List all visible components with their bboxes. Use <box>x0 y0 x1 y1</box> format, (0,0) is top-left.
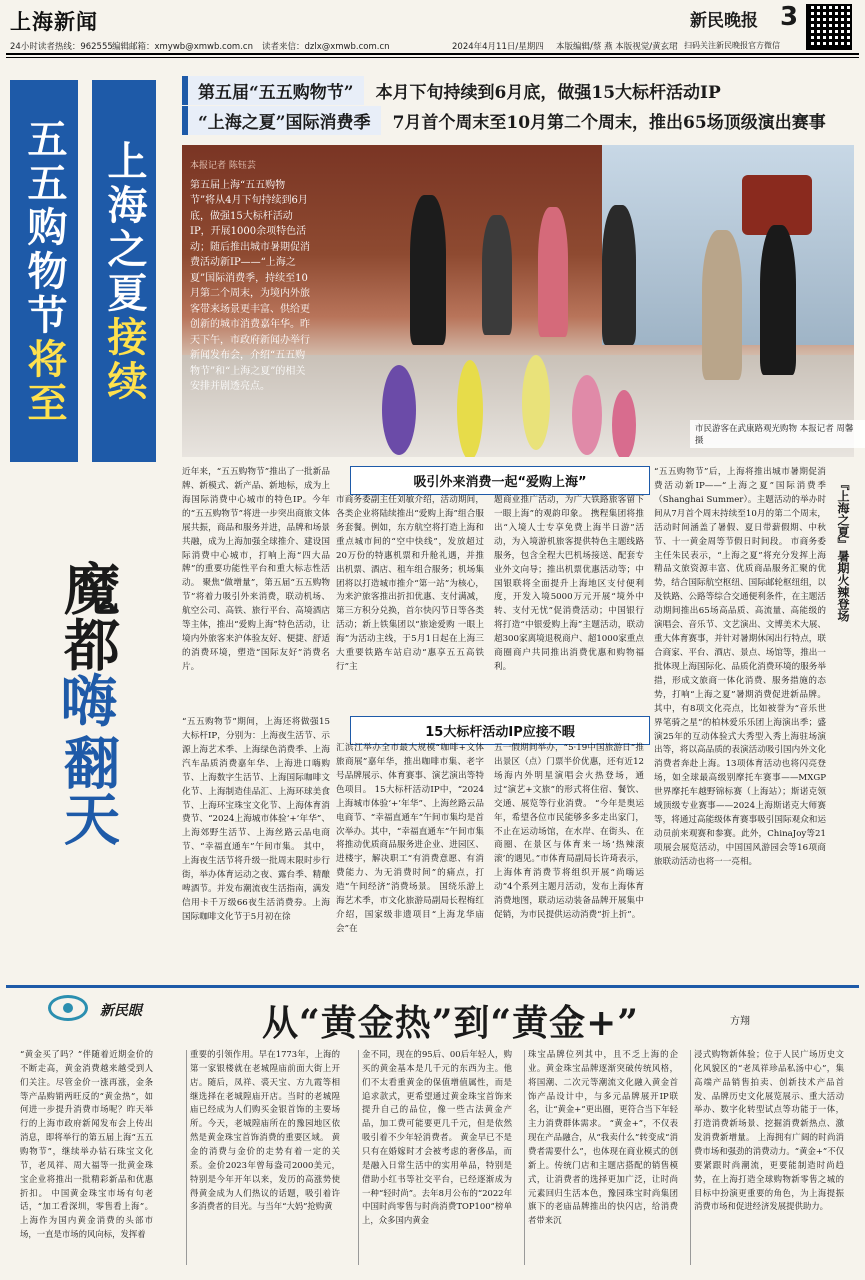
photo-flower <box>457 360 483 457</box>
slogan-line-2: 嗨 <box>61 670 117 735</box>
column-divider <box>690 1050 691 1265</box>
photo-flower <box>382 365 416 455</box>
subhead-1: 吸引外来消费一起“爱购上海” <box>350 466 650 495</box>
paper-logo: 新民晚报 <box>690 11 758 31</box>
right-vertical-title: 『上海之夏』暑期火辣登场 <box>836 478 850 622</box>
follow-prompt: 扫码关注新民晚报官方微信 <box>684 41 780 50</box>
photo-person <box>482 215 512 335</box>
article-col-6: 汇滨江举办全市最大规模“咖啡+文体旅商展”嘉年华，推出咖啡市集、老字号品牌展示、体育赛事、演艺演出等特色项目。 15大标杆活动IP中，“2024上海城市体验‘+’年华”、上海丝路云品电商节、“幸福直通车”午间市集均是首次举办。其中，“幸福直通车”午间市集将推动优质商品服务进企业、进园区、进楼宇，解决职工“有消费意愿、有消费能力、为无消费时间”的痛点，打造“午间经济”消费场景。 国绕乐游上海艺术季，市文化旅游局副局长程梅红介绍，国家级非遗项目“上海龙华庙会”在 <box>336 743 484 934</box>
hotline: 24小时读者热线：962555 <box>10 42 113 52</box>
photo-person <box>760 225 796 375</box>
article-col-5: “五五购物节”期间，上海还将做强15大标杆IP，分别为：上海夜生活节、示源上海艺术季、上海绿色消费季、上海汽车品质消费嘉年华、上海进口嗨购节、上海数字生活节、上海国际咖啡文化节、上海制造佳品汇、上海环球美食节、上海环宝珠宝文化节、上海体育消费节、“2024上海城市体验‘+’年华”、上海郊野生活节、上海丝路云品电商节、“幸福直通车”午间市集。 其中，上海夜生活节将升级一批周末限时步行街，举办体育运动之夜、露台季、精酿啤酒节。并发布潮流夜生活指南，满发信用卡千万级66夜生活消费券。上海国际咖啡文化节于5月初在徐 <box>182 717 330 922</box>
side-title-left: 五五购物节 <box>21 118 68 338</box>
headline-row-1 <box>182 76 721 105</box>
side-title-right: 上海之夏 <box>101 140 148 316</box>
photo-flower <box>612 390 636 457</box>
slogan-line-3: 翻天 <box>55 734 120 846</box>
photo-person <box>538 207 568 337</box>
side-title-right-hl: 接续 <box>101 316 148 404</box>
article-col-3: 题商业推广活动，为广大铁路旅客留下一眼上海”的观韵印象。 携程集团将推出“入境人士专享免费上海半日游”活动，为入境游机旅客提供特色主题线路服务，包含全程大巴机场接送、配套专业外文向导；推出机票优惠活动等；中国银联将全面提升上海地区支付便利度，开发入境5000万元开展“境外中转、支付无忧”促消费活动；中国银行将打造“中银爱购上海”主题活动，联动超300家离境退税商户、超1000家重点商圈商户共同推出消费优惠和购物福利。 <box>494 495 644 673</box>
headline-row-2 <box>182 106 826 135</box>
opinion-col-3: 金不同，现在的95后、00后年轻人，购买的黄金基本是几千元的东西为主。他们不太看重黄金的保值增值属性，而是追求款式，更希望通过黄金珠宝首饰来提升自己的品位，像一些古法黄金产品，加工费可能要更几千元，但是依然吸引着不少年轻消费者。 黄金早已不是只有在婚嫁时才会被考虑的奢侈品，而是融入日常生活中的实用单品，特别是借助小红书等社交平台，已经逐渐成为一种“轻时尚”。去年8月公布的“2022年中国时尚零售与时尚消费TOP100”榜单上，众多国内黄金 <box>362 1049 512 1226</box>
side-title-left-hl: 将至 <box>21 338 68 426</box>
issue-date: 2024年4月11日/星期四 <box>452 42 544 52</box>
column-divider <box>524 1050 525 1265</box>
section-title: 上海新闻 <box>10 10 98 34</box>
photo-person <box>410 195 446 345</box>
staff-credits: 本版编辑/蔡 燕 本版视觉/黄玄珺 <box>556 42 678 52</box>
headline-tag-2: “上海之夏”国际消费季 <box>182 106 381 135</box>
headline-tag-1: 第五届“五五购物节” <box>182 76 364 105</box>
column-divider <box>358 1050 359 1265</box>
lead-text: 第五届上海“五五购物节”将从4月下旬持续到6月底，做强15大标杆活动IP，开展1000余项特色活动；随后推出城市暑期促消费活动新IP——“上海之夏”国际消费季，持续至10月第二个周末，为境内外旅客带来场景更丰富、供给更创新的城市消费嘉年华。昨天下午，市政府新闻办举行新闻发布会，介绍“五五购物节”和“上海之夏”的相关安排并剧透亮点。 <box>190 179 310 393</box>
page-number: 3 <box>780 2 799 32</box>
opinion-author: 方翔 <box>730 1016 750 1027</box>
eye-icon <box>48 995 88 1021</box>
opinion-col-2: 重要的引领作用。早在1773年，上海的第一家银楼就在老城隍庙前面大街上开店。随后，凤祥、裘天宝、方九霞等相继选择在老城隍庙开店。当时的老城隍庙已经成为人们购买金银首饰的主要场所。今天，老城隍庙所在的豫园地区依然是黄金珠宝首饰消费的重要区域。 黄金的消费与金价的走势有着一定的关系。金价2023年曾每盎司2000美元，特别是今年开年以来，发历的高涨势使得黄金成为人们热议的话题，吸引着许多消费者的目光。与当年“大妈”抢购黄 <box>190 1049 340 1212</box>
opinion-col-5: 浸式购物新体验；位于人民广场历史文化风貌区的“老凤祥珍品私汤中心”，集高端产品销售拍卖、创新技术产品首发、品牌历史文化展览展示、重大活动举办、数字化转型试点等功能于一体，打造消费新场景、挖掘消费新热点、激发消费新增量。 上海拥有广阔的时尚消费市场和强劲的消费动力。“黄金+”不仅要紧跟时尚潮流，更要能制造时尚趋势，在上海打造全球购物新零售之城的目标中扮演更重要的角色，为上海提振消费市场和促进经济发展提供助力。 <box>694 1049 844 1212</box>
opinion-title: 从“黄金热”到“黄金+” <box>262 1002 639 1044</box>
side-banner-summer <box>92 80 156 462</box>
slogan-line-1: 魔都 <box>55 560 120 672</box>
editor-email: 编辑邮箱：xmywb@xmwb.com.cn <box>112 42 253 52</box>
opinion-col-1: “黄金买了吗？”伴随着近期金价的不断走高，黄金消费越来越受到人们关注。尽管金价一涨再涨，金条等产品购销两旺反的“黄金热”，如何进一步提升消费市场呢？昨天举行的上海市政府新闻发布会上传出消息，即将举行的第五届上海“五五购物节”，继续举办钻石珠宝文化节，老凤祥、周大福等一批黄金珠宝企业将推出一批精彩新品和优惠折扣。 中国黄金珠宝市场有句老话，“加工看深圳，零售看上海”。上海作为国内黄金消费的头部市场，一直是市场的风向标，发挥着 <box>20 1049 153 1240</box>
photo-caption: 市民游客在武康路观光购物 本报记者 周馨 摄 <box>690 420 865 448</box>
article-col-4: “五五购物节”后，上海将推出城市暑期促消费活动新IP——“上海之夏”国际消费季（Shanghai Summer）。主题活动的举办时间从7月首个周末持续至10月的第二个周末，活动时间涵盖了暑假、夏日带薪假期、中秋节、十一黄金周等节假日时间段。 市商务委主任朱民表示，“上海之夏”将充分发挥上海精品文旅资源丰富、优质商品服务汇聚的优势，结合国际航空枢纽、国际邮轮枢纽组，以及铁路、公路等综合交通便利条件，在主题活动期间推出65场高品质、高流量、高能级的演唱会、音乐节、文艺演出、文博美术大展、重大体育赛事，并针对暑期休闲出行特点，联合商家、平台、酒店、景点、场馆等，推出一批体现上海国际化、品质化消费环境的服务举措，形成文旅商一体化消费、服务措施的态势，打响“上海之夏”暑期消费促进新品牌。其中，有8项文化亮点，比如被誉为“音乐世界笔骑之星”的柏林爱乐乐团上海演出季；盛演25年的互动体验式大秀型入秀上海驻场演出等，将以高品质的表演活动吸引国内外文化消费者奔赴上海。13项体育活动也将闪亮登场，如全球最高级别摩托车赛事——MXGP世界摩托车越野锦标赛（上海站）；斯诺克领域顶级专业赛事——2024上海斯诺克大师赛等，将通过高能级体育赛事吸引国际观众和运动员前来观赛和参赛。此外，ChinaJoy等21项展会展览活动，中国国风游园会等16项商旅联动活动也将一一亮相。 <box>654 467 826 867</box>
masthead-rule-thin <box>6 57 859 58</box>
lead-byline: 本报记者 陈钰芸 <box>190 161 256 171</box>
article-col-1: 近年来，“五五购物节”推出了一批新品牌、新模式、新产品、新地标，成为上海国际消费中心城市的特色IP。今年的“五五购物节”将进一步突出商旅文体展共振，商品和服务并进，品牌和场景共融，成为上海加强全球推介、建设国际消费中心城市，打响上海“四大品牌”的重要功能性平台和重大标志性活动。 聚焦“做增量”，第五届“五五购物节”将着力吸引外来消费，联动机场、航空公司、高铁、旅行平台、高境酒店等主体，推出“爱购上海”特色活动，让境内外旅客来沪体验友好、便捷、舒适的消费环境，塑造“国际友好”消费名片。 <box>182 467 330 672</box>
photo-flower <box>522 355 550 450</box>
qr-code-icon[interactable] <box>806 4 852 50</box>
side-banner-shopping <box>10 80 78 462</box>
photo-person <box>702 230 742 380</box>
lead-intro <box>190 160 310 395</box>
column-divider <box>186 1050 187 1265</box>
subhead-2: 15大标杆活动IP应接不暇 <box>350 716 650 745</box>
headline-text-1: 本月下旬持续到6月底，做强15大标杆活动IP <box>375 83 721 103</box>
slogan <box>56 560 122 846</box>
photo-person <box>602 205 636 345</box>
article-col-2: 市商务委副主任刘敏介绍，活动期间，各类企业将陆续推出“爱购上海”组合服务套餐。例如，东方航空将打造上海和重点城市间的“空中快线”，发放超过20万份的特惠机票和升舱礼遇，并推出机票、酒店、租车组合服务；机场集团将以打造城市推介“第一站”为核心，为来沪旅客推出折扣优惠、支付满减，第三方积分兑换，首尔快闪节日等各类活动；新上铁集团以“旅途爱购 一眼上海”为活动主线，于5月1日起在上海三大重要铁路车站启动“惠享五五高铁行”主 <box>336 495 484 673</box>
opinion-col-4: 珠宝品牌位列其中，且不乏上海的企业。黄金珠宝品牌逐渐突破传统风格，将国潮、二次元等潮流文化融入黄金首饰产品设计中，与多元品牌展开IP联名，让“黄金+”更出圈，更符合当下年轻主力消费群体需求。 “黄金+”，不仅表现在产品融合，从“我卖什么”转变成“消费者需要什么”，也体现在商业模式的创新上。传统门店和主题店搭配的销售模式，让消费者的选择更加广泛，让时尚元素回归生活本色，豫园珠宝时尚集团旗下的老庙品牌推出的快闪店，给消费者带来沉 <box>528 1049 678 1226</box>
headline-text-2: 7月首个周末至10月第二个周末，推出65场顶级演出赛事 <box>392 113 826 133</box>
reader-email: 读者来信：dzlx@xmwb.com.cn <box>262 42 390 52</box>
opinion-label: 新民眼 <box>100 1003 142 1019</box>
article-col-7: 五一假期间举办，“5·19中国旅游日”推出景区（点）门票半价优惠，还有近12场海内外明星演唱会火热登场，通过“演艺+文旅”的形式将住宿、餐饮、交通、展览等行业消费。 “今年是奥运年，希望各位市民能够多多走出家门，不止在运动场馆，在水岸、在街头、在商圈、在景区与体育来一场‘热辣滚滚’的遇见。”市体育局副局长许琦表示，上海体育消费节将组织开展“尚嗨运动”4个系列主题月活动，发布上海体育消费地图，联动运动装备品牌开展集中促销，为市民提供运动消费“折上折”。 <box>494 743 644 921</box>
photo-flower <box>572 375 602 455</box>
masthead-rule <box>6 53 859 55</box>
